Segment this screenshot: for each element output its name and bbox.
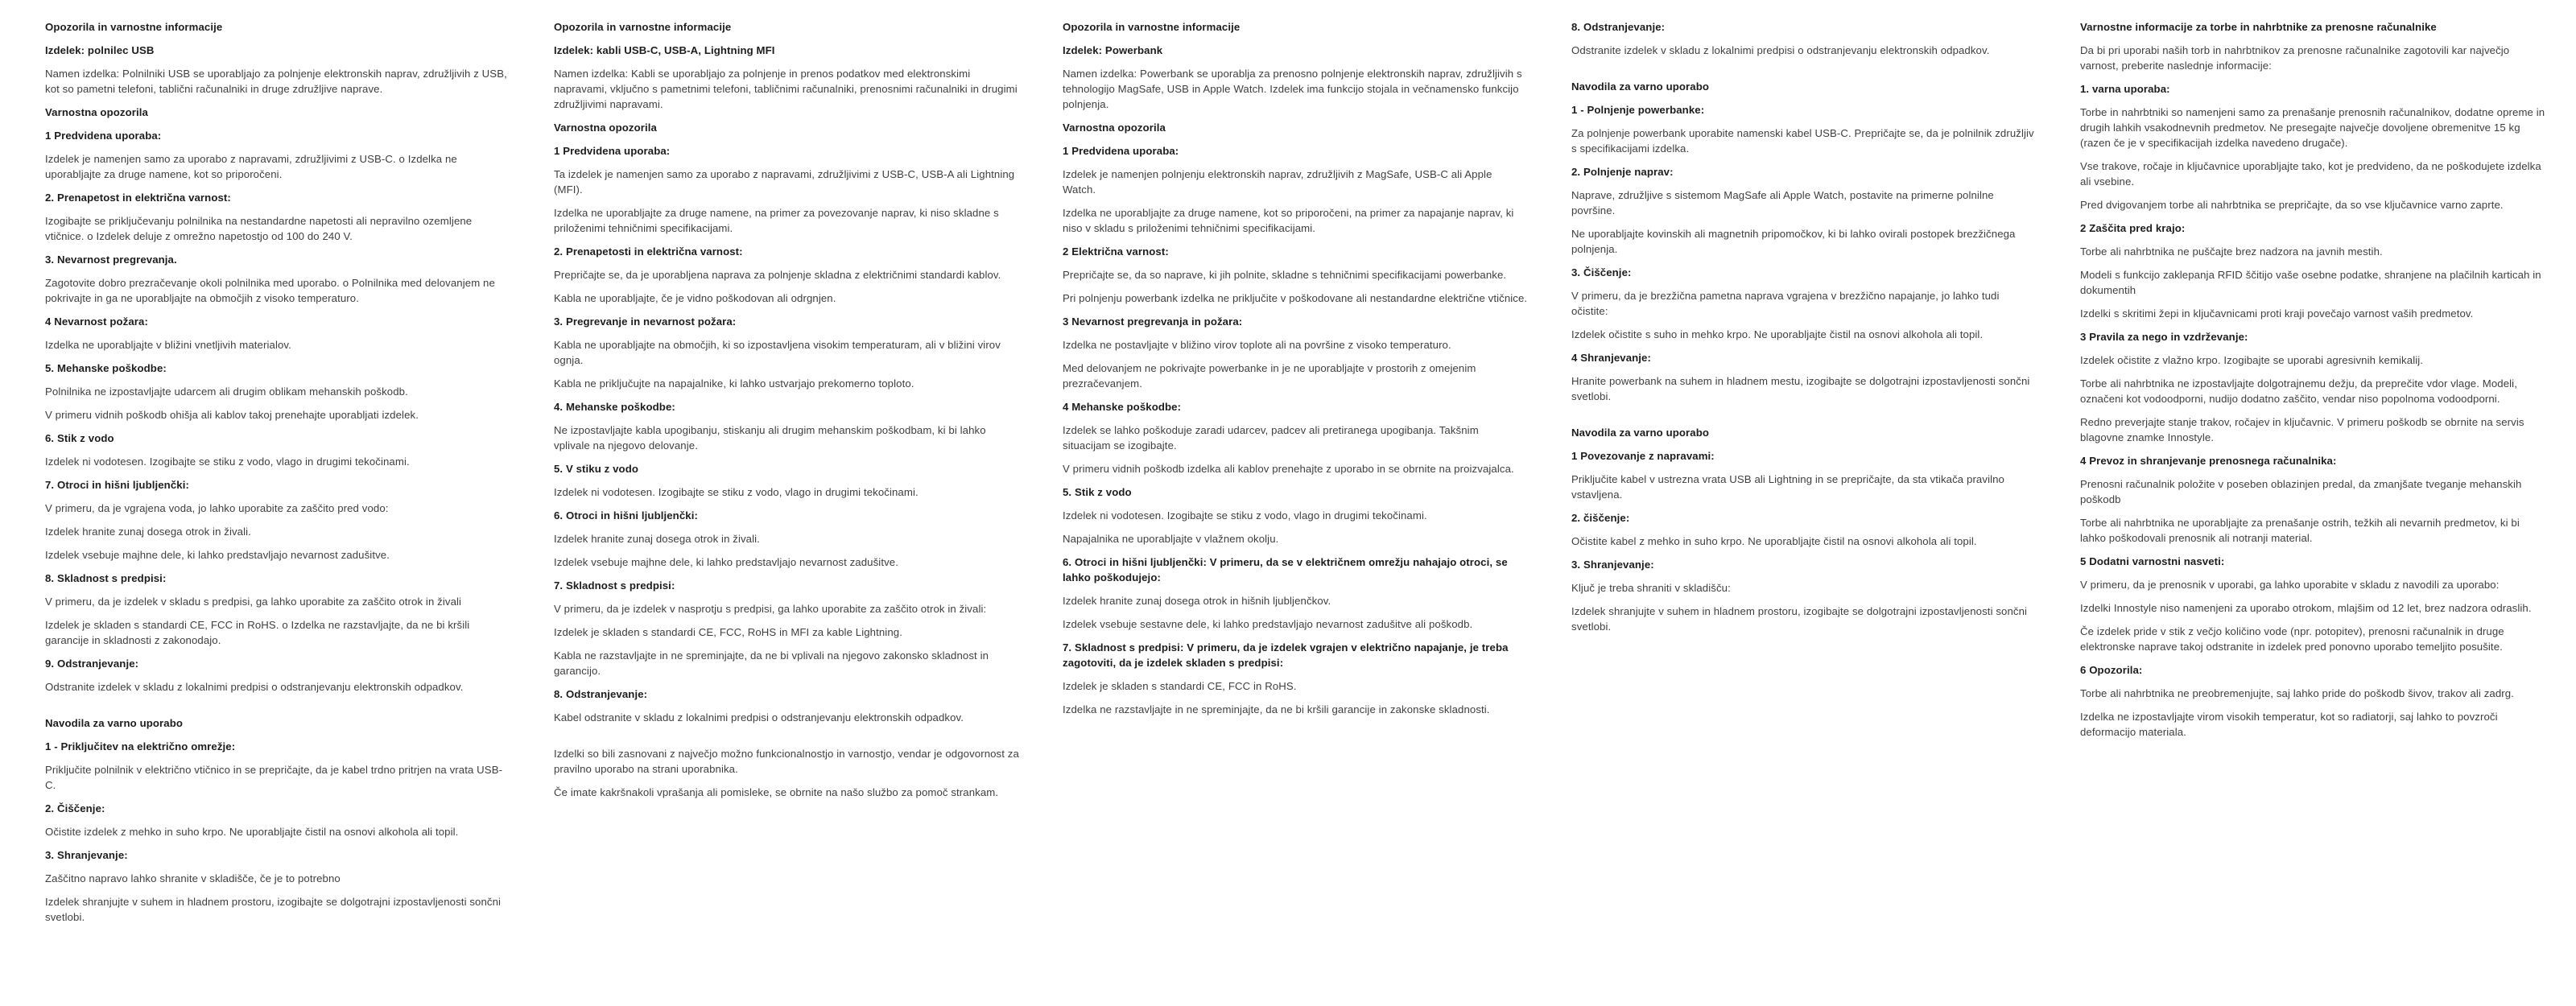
paragraph: Priključite polnilnik v električno vtičnico in se prepričajte, da je kabel trdno pritrjen na vrata USB-C.	[45, 764, 503, 791]
paragraph: Namen izdelka: Polnilniki USB se uporabljajo za polnjenje elektronskih naprav, združljivih z USB, kot so pametni telefoni, tablični računalniki in druge združljive naprave.	[45, 68, 507, 95]
paragraph: Izdelek je skladen s standardi CE, FCC in RoHS.	[1063, 680, 1297, 692]
section-title: Opozorila in varnostne informacije	[1063, 21, 1241, 33]
paragraph: Torbe ali nahrbtnika ne puščajte brez nadzora na javnih mestih.	[2080, 245, 2383, 258]
section-heading: 1 Predvidena uporaba:	[1063, 145, 1179, 157]
paragraph: Če izdelek pride v stik z večjo količino vode (npr. potopitev), prenosni računalnik in druge elektronske naprave takoj odstranite in izdelek pred ponovno uporabo temeljito posušite.	[2080, 625, 2504, 653]
section-heading: 4 Mehanske poškodbe:	[1063, 401, 1182, 413]
section-title: Navodila za varno uporabo	[1571, 427, 1710, 439]
section-heading: 2 Zaščita pred krajo:	[2080, 222, 2186, 234]
paragraph: Če imate kakršnakoli vprašanja ali pomisleke, se obrnite na našo službo za pomoč strankam.	[554, 786, 999, 798]
section-heading: 4 Shranjevanje:	[1571, 352, 1651, 364]
paragraph: Kabla ne razstavljajte in ne spreminjajte, da ne bi vplivali na njegovo zakonsko skladnost in garancijo.	[554, 649, 989, 677]
paragraph: Izdelek hranite zunaj dosega otrok in živali.	[554, 533, 760, 545]
paragraph: Izdelka ne uporabljajte za druge namene, kot so priporočeni, na primer za napajanje naprav, ki niso v skladu s priloženimi tehničnimi specifikacijami.	[1063, 207, 1514, 234]
section-heading: 4 Prevoz in shranjevanje prenosnega računalnika:	[2080, 455, 2337, 467]
paragraph: Izdelek očistite s suho in mehko krpo. Ne uporabljajte čistil na osnovi alkohola ali topil.	[1571, 328, 1984, 340]
paragraph: Med delovanjem ne pokrivajte powerbanke in je ne uporabljajte v prostorih z omejenim prezračevanjem.	[1063, 362, 1476, 390]
paragraph: Ne izpostavljajte kabla upogibanju, stiskanju ali drugim mehanskim poškodbam, ki bi lahko vplivale na njegovo delovanje.	[554, 424, 986, 451]
section-heading: 2. Polnjenje naprav:	[1571, 166, 1674, 178]
paragraph: Priključite kabel v ustrezna vrata USB ali Lightning in se prepričajte, da sta vtikača pravilno vstavljena.	[1571, 473, 2004, 501]
paragraph: V primeru vidnih poškodb izdelka ali kablov prenehajte z uporabo in se obrnite na proizvajalca.	[1063, 463, 1514, 475]
paragraph: Redno preverjajte stanje trakov, ročajev in ključavnic. V primeru poškodb se obrnite na servis blagovne znamke Innostyle.	[2080, 416, 2524, 443]
paragraph: Kabla ne priključujte na napajalnike, ki lahko ustvarjajo prekomerno toploto.	[554, 377, 914, 390]
paragraph: Pred dvigovanjem torbe ali nahrbtnika se prepričajte, da so vse ključavnice varno zaprte.	[2080, 199, 2504, 211]
paragraph: Naprave, združljive s sistemom MagSafe ali Apple Watch, postavite na primerne polnilne površine.	[1571, 189, 1994, 216]
section-heading: 8. Odstranjevanje:	[1571, 21, 1666, 33]
paragraph: Izdelek je skladen s standardi CE, FCC, RoHS in MFI za kable Lightning.	[554, 626, 902, 638]
column-cables-safety	[554, 19, 1019, 808]
paragraph: Odstranite izdelek v skladu z lokalnimi predpisi o odstranjevanju elektronskih odpadkov.	[1571, 44, 1990, 56]
section-heading: 8. Skladnost s predpisi:	[45, 572, 167, 584]
section-heading: 5. Stik z vodo	[1063, 486, 1132, 498]
paragraph: Izogibajte se priključevanju polnilnika na nestandardne napetosti ali nepravilno ozemljene vtičnice. o Izdelek deluje z omrežno napetostjo od 100 do 240 V.	[45, 215, 473, 242]
paragraph: Polnilnika ne izpostavljajte udarcem ali drugim oblikam mehanskih poškodb.	[45, 385, 408, 398]
section-heading: 6. Otroci in hišni ljubljenčki: V primeru, da se v električnem omrežju nahajajo otroci, se lahko poškodujejo:	[1063, 556, 1508, 583]
paragraph: Torbe in nahrbtniki so namenjeni samo za prenašanje prenosnih računalnikov, dodatne opreme in drugih lahkih vsakodnevnih predmetov. Ne presegajte največje dovoljene obremenitve 15 kg (razen če je v specifikacijah izdelka navedeno drugače).	[2080, 106, 2545, 149]
paragraph: Izdelek shranjujte v suhem in hladnem prostoru, izogibajte se dolgotrajni izpostavljenosti sončni svetlobi.	[45, 896, 502, 923]
section-heading: 1 Predvidena uporaba:	[554, 145, 671, 157]
section-heading: 9. Odstranjevanje:	[45, 658, 139, 670]
section-heading: 7. Skladnost s predpisi:	[554, 579, 675, 592]
paragraph: Ključ je treba shraniti v skladišču:	[1571, 582, 1731, 594]
section-heading: 2. Čiščenje:	[45, 802, 105, 814]
paragraph: Izdelki Innostyle niso namenjeni za uporabo otrokom, mlajšim od 12 let, brez nadzora odraslih.	[2080, 602, 2532, 614]
section-heading: 3. Pregrevanje in nevarnost požara:	[554, 315, 737, 328]
paragraph: Torbe ali nahrbtnika ne uporabljajte za prenašanje ostrih, težkih ali nevarnih predmetov, ki bi lahko poškodovali prenosnik ali notranji material.	[2080, 517, 2520, 544]
paragraph: Namen izdelka: Powerbank se uporablja za prenosno polnjenje elektronskih naprav, združljivih s tehnologijo MagSafe, USB in Apple Watch. Izdelek ima funkcijo stojala in večnamensko funkcijo polnjenja.	[1063, 68, 1522, 110]
paragraph: Za polnjenje powerbank uporabite namenski kabel USB-C. Prepričajte se, da je polnilnik združljiv s specifikacijami izdelka.	[1571, 127, 2034, 155]
section-heading: Izdelek: kabli USB-C, USB-A, Lightning MFI	[554, 44, 775, 56]
paragraph: Odstranite izdelek v skladu z lokalnimi predpisi o odstranjevanju elektronskih odpadkov.	[45, 681, 464, 693]
section-heading: 2 Električna varnost:	[1063, 245, 1169, 258]
paragraph: V primeru, da je vgrajena voda, jo lahko uporabite za zaščito pred vodo:	[45, 502, 389, 514]
section-title: Opozorila in varnostne informacije	[45, 21, 223, 33]
paragraph: Izdelek hranite zunaj dosega otrok in živali.	[45, 526, 251, 538]
paragraph: V primeru, da je prenosnik v uporabi, ga lahko uporabite v skladu z navodili za uporabo:	[2080, 579, 2500, 591]
paragraph: Ta izdelek je namenjen samo za uporabo z napravami, združljivimi z USB-C, USB-A ali Lightning (MFI).	[554, 168, 1015, 196]
paragraph: Kabel odstranite v skladu z lokalnimi predpisi o odstranjevanju elektronskih odpadkov.	[554, 711, 964, 724]
paragraph: Izdelek je namenjen samo za uporabo z napravami, združljivimi z USB-C. o Izdelka ne uporabljajte za druge namene, kot so priporočeni.	[45, 153, 457, 180]
section-heading: Izdelek: Powerbank	[1063, 44, 1163, 56]
paragraph: Da bi pri uporabi naših torb in nahrbtnikov za prenosne računalnike zagotovili kar največjo varnost, preberite naslednje informacije:	[2080, 44, 2510, 72]
paragraph: Izdelka ne izpostavljajte virom visokih temperatur, kot so radiatorji, saj lahko to povzroči deformacijo materiala.	[2080, 711, 2498, 738]
section-title: Varnostna opozorila	[554, 122, 657, 134]
section-heading: 6 Opozorila:	[2080, 664, 2143, 676]
section-heading: Izdelek: polnilec USB	[45, 44, 155, 56]
section-heading: 6. Stik z vodo	[45, 432, 114, 444]
paragraph: Izdelka ne postavljajte v bližino virov toplote ali na površine z visoko temperaturo.	[1063, 339, 1451, 351]
section-heading: 1 - Priključitev na električno omrežje:	[45, 740, 236, 752]
paragraph: Torbe ali nahrbtnika ne preobremenjujte, saj lahko pride do poškodb šivov, trakov ali zadrg.	[2080, 687, 2514, 699]
paragraph: Očistite kabel z mehko in suho krpo. Ne uporabljajte čistil na osnovi alkohola ali topil.	[1571, 535, 1977, 547]
paragraph: Izdelek hranite zunaj dosega otrok in hišnih ljubljenčkov.	[1063, 595, 1331, 607]
paragraph: Zagotovite dobro prezračevanje okoli polnilnika med uporabo. o Polnilnika med delovanjem ne pokrivajte in ga ne uporabljajte na območjih z visoko temperaturo.	[45, 277, 495, 304]
section-heading: 5 Dodatni varnostni nasveti:	[2080, 555, 2225, 567]
column-powerbank-safety-continued	[1571, 19, 2037, 642]
section-heading: 3. Nevarnost pregrevanja.	[45, 254, 177, 266]
section-heading: 1 Povezovanje z napravami:	[1571, 450, 1715, 462]
section-title: Varnostne informacije za torbe in nahrbtnike za prenosne računalnike	[2080, 21, 2437, 33]
section-heading: 4 Nevarnost požara:	[45, 315, 148, 328]
section-heading: 4. Mehanske poškodbe:	[554, 401, 675, 413]
column-powerbank-safety	[1063, 19, 1528, 725]
section-title: Opozorila in varnostne informacije	[554, 21, 732, 33]
paragraph: Izdelka ne uporabljajte za druge namene, na primer za povezovanje naprav, ki niso skladne s priloženimi tehničnimi specifikacijami.	[554, 207, 999, 234]
paragraph: V primeru vidnih poškodb ohišja ali kablov takoj prenehajte uporabljati izdelek.	[45, 409, 419, 421]
paragraph: Zaščitno napravo lahko shranite v skladišče, če je to potrebno	[45, 872, 341, 884]
section-heading: 5. Mehanske poškodbe:	[45, 362, 167, 374]
section-heading: 3. Shranjevanje:	[45, 849, 128, 861]
paragraph: Očistite izdelek z mehko in suho krpo. Ne uporabljajte čistil na osnovi alkohola ali topil.	[45, 826, 459, 838]
section-heading: 3 Nevarnost pregrevanja in požara:	[1063, 315, 1243, 328]
section-heading: 5. V stiku z vodo	[554, 463, 639, 475]
section-heading: 2. Prenapetost in električna varnost:	[45, 192, 231, 204]
paragraph: Izdelka ne uporabljajte v bližini vnetljivih materialov.	[45, 339, 291, 351]
section-title: Varnostna opozorila	[45, 106, 148, 118]
paragraph: Napajalnika ne uporabljajte v vlažnem okolju.	[1063, 533, 1279, 545]
paragraph: Izdelek ni vodotesen. Izogibajte se stiku z vodo, vlago in drugimi tekočinami.	[1063, 509, 1427, 522]
paragraph: Vse trakove, ročaje in ključavnice uporabljajte tako, kot je predvideno, da ne poškodujete izdelka ali vsebine.	[2080, 160, 2541, 188]
section-heading: 8. Odstranjevanje:	[554, 688, 648, 700]
section-heading: 3 Pravila za nego in vzdrževanje:	[2080, 331, 2248, 343]
paragraph: Izdelki s skritimi žepi in ključavnicami proti kraji povečajo varnost vaših predmetov.	[2080, 307, 2474, 320]
paragraph: Izdelek vsebuje majhne dele, ki lahko predstavljajo nevarnost zadušitve.	[554, 556, 898, 568]
section-heading: 2. čiščenje:	[1571, 512, 1630, 524]
section-heading: 1 - Polnjenje powerbanke:	[1571, 104, 1705, 116]
paragraph: Ne uporabljajte kovinskih ali magnetnih pripomočkov, ki bi lahko ovirali postopek brezžičnega polnjenja.	[1571, 228, 2016, 255]
paragraph: V primeru, da je izdelek v nasprotju s predpisi, ga lahko uporabite za zaščito otrok in živali:	[554, 603, 987, 615]
paragraph: Izdelek se lahko poškoduje zaradi udarcev, padcev ali pretiranega upogibanja. Takšnim situacijam se izogibajte.	[1063, 424, 1479, 451]
paragraph: Izdelek je namenjen polnjenju elektronskih naprav, združljivih z MagSafe, USB-C ali Apple Watch.	[1063, 168, 1492, 196]
section-heading: 3. Shranjevanje:	[1571, 559, 1654, 571]
column-laptop-bags-safety	[2080, 19, 2545, 748]
paragraph: Izdelek shranjujte v suhem in hladnem prostoru, izogibajte se dolgotrajni izpostavljenosti sončni svetlobi.	[1571, 605, 2028, 633]
paragraph: Izdelek vsebuje majhne dele, ki lahko predstavljajo nevarnost zadušitve.	[45, 549, 390, 561]
paragraph: Izdelek ni vodotesen. Izogibajte se stiku z vodo, vlago in drugimi tekočinami.	[45, 456, 410, 468]
section-heading: 2. Prenapetosti in električna varnost:	[554, 245, 743, 258]
paragraph: V primeru, da je izdelek v skladu s predpisi, ga lahko uporabite za zaščito otrok in živali	[45, 596, 462, 608]
paragraph: Prepričajte se, da so naprave, ki jih polnite, skladne s tehničnimi specifikacijami powerbanke.	[1063, 269, 1507, 281]
paragraph: Prepričajte se, da je uporabljena naprava za polnjenje skladna z električnimi standardi kablov.	[554, 269, 1001, 281]
section-heading: 6. Otroci in hišni ljubljenčki:	[554, 509, 698, 522]
section-heading: 1 Predvidena uporaba:	[45, 130, 162, 142]
section-title: Navodila za varno uporabo	[1571, 80, 1710, 93]
section-title: Navodila za varno uporabo	[45, 717, 184, 729]
section-heading: 3. Čiščenje:	[1571, 266, 1632, 278]
paragraph: Izdelka ne razstavljajte in ne spreminjajte, da ne bi kršili garancije in zakonske skladnosti.	[1063, 703, 1490, 715]
paragraph: V primeru, da je brezžična pametna naprava vgrajena v brezžično napajanje, jo lahko tudi očistite:	[1571, 290, 2000, 317]
paragraph: Modeli s funkcijo zaklepanja RFID ščitijo vaše osebne podatke, shranjene na plačilnih karticah in dokumentih	[2080, 269, 2541, 296]
section-title: Varnostna opozorila	[1063, 122, 1166, 134]
paragraph: Izdelki so bili zasnovani z največjo možno funkcionalnostjo in varnostjo, vendar je odgovornost za pravilno uporabo na strani uporabnika.	[554, 748, 1019, 775]
paragraph: Prenosni računalnik položite v poseben oblazinjen predal, da zmanjšate tveganje mehanskih poškodb	[2080, 478, 2522, 505]
section-heading: 1. varna uporaba:	[2080, 83, 2170, 95]
paragraph: Hranite powerbank na suhem in hladnem mestu, izogibajte se dolgotrajni izpostavljenosti sončni svetlobi.	[1571, 375, 2030, 402]
paragraph: Izdelek je skladen s standardi CE, FCC in RoHS. o Izdelka ne razstavljajte, da ne bi kršili garancije in skladnosti z zakonodajo.	[45, 619, 470, 646]
paragraph: Pri polnjenju powerbank izdelka ne priključite v poškodovane ali nestandardne električne vtičnice.	[1063, 292, 1528, 304]
section-heading: 7. Otroci in hišni ljubljenčki:	[45, 479, 189, 491]
paragraph: Torbe ali nahrbtnika ne izpostavljajte dolgotrajnemu dežju, da preprečite vdor vlage. Modeli, označeni kot vodoodporni, nudijo dodatno zaščito, vendar niso popolnoma vodoodporni.	[2080, 377, 2517, 405]
paragraph: Kabla ne uporabljajte na območjih, ki so izpostavljena visokim temperaturam, ali v bližini virov ognja.	[554, 339, 1001, 366]
paragraph: Kabla ne uporabljajte, če je vidno poškodovan ali odrgnjen.	[554, 292, 836, 304]
paragraph: Izdelek ni vodotesen. Izogibajte se stiku z vodo, vlago in drugimi tekočinami.	[554, 486, 919, 498]
section-heading: 7. Skladnost s predpisi: V primeru, da je izdelek vgrajen v električno napajanje, je treba zagotoviti, da je izdelek skladen s predpisi:	[1063, 641, 1509, 669]
paragraph: Izdelek očistite z vlažno krpo. Izogibajte se uporabi agresivnih kemikalij.	[2080, 354, 2424, 366]
paragraph: Namen izdelka: Kabli se uporabljajo za polnjenje in prenos podatkov med elektronskimi napravami, vključno s pametnimi telefoni, tabličnimi računalniki, prenosnimi računalniki in drugimi združljivimi napravami.	[554, 68, 1018, 110]
column-usb-charger-safety	[45, 19, 510, 933]
paragraph: Izdelek vsebuje sestavne dele, ki lahko predstavljajo nevarnost zadušitve ali poškodb.	[1063, 618, 1473, 630]
